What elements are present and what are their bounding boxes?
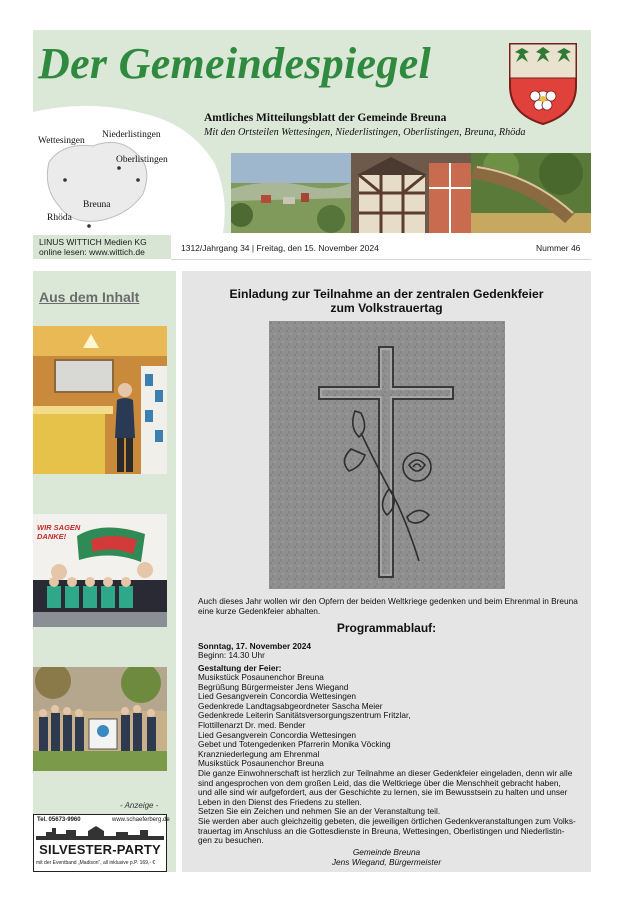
closing-line: gen zu besuchen. — [198, 835, 264, 846]
issue-bar — [171, 235, 591, 260]
main-article — [182, 271, 591, 872]
issue-info: 1312/Jahrgang 34 | Freitag, den 15. November 2024 — [181, 243, 379, 253]
article-title-line1: Einladung zur Teilnahme an der zentralen Gedenkfeier — [229, 287, 544, 301]
closing-line: trauertag im Anschluss an die Gottesdienste in Breuna, Wettesingen, Oberlistingen und Niederlistin- — [198, 825, 565, 836]
map-label-breuna: Breuna — [83, 200, 111, 210]
schedule-heading: Gestaltung der Feier: — [198, 663, 282, 673]
closing-line: Die ganze Einwohnerschaft ist herzlich zur Teilnahme an dieser Gedenkfeier eingeladen, denn wir alle — [198, 768, 573, 778]
schedule-item: Kranzniederlegung am Ehrenmal — [198, 748, 320, 759]
article-title-line2: zum Volkstrauertag — [330, 301, 443, 315]
memorial-cross-image — [269, 321, 505, 589]
ad-skyline-icon — [36, 826, 164, 840]
schedule-item: Lied Gesangverein Concordia Wettesingen — [198, 691, 357, 702]
masthead-title: Der Gemeindespiegel — [38, 39, 432, 88]
masthead-subtitle: Amtliches Mitteilungsblatt der Gemeinde Breuna — [204, 112, 447, 124]
contents-image-group[interactable] — [33, 667, 167, 771]
ad-headline: SILVESTER-PARTY — [39, 842, 161, 857]
ad-website: www.schaeferberg.de — [112, 817, 170, 823]
schedule-item: Musikstück Posaunenchor Breuna — [198, 672, 324, 682]
masthead-photo-strip — [231, 153, 591, 233]
schedule-item: Gedenkrede Leiterin Sanitätsversorgungszentrum Fritzlar, — [198, 710, 411, 721]
advertisement-label: - Anzeige - — [120, 801, 159, 810]
signoff-organization: Gemeinde Breuna — [352, 847, 421, 857]
advertisement-silvester-party[interactable] — [33, 814, 170, 872]
coat-of-arms-icon — [506, 40, 580, 126]
team-image-caption: WIR SAGEN DANKE! — [37, 523, 81, 541]
closing-line: sind angesprochen von dem großen Leid, das die Weltkriege über die Menschheit gebracht haben, — [198, 777, 561, 788]
contents-sidebar — [33, 271, 176, 872]
closing-line: Leben in den Dienst des Friedens zu stellen. — [198, 796, 362, 807]
schedule-item: Lied Gesangverein Concordia Wettesingen — [198, 729, 357, 740]
closing-line: und alle sind wir aufgefordert, aus der Geschichte zu lernen, sie im Bewusstsein zu halten und unser — [198, 787, 568, 798]
event-start: Beginn: 14.30 Uhr — [198, 650, 265, 660]
signoff — [182, 847, 591, 867]
ad-details: mit der Eventband „Madison“, all inklusive p.P. 169,- € — [36, 860, 156, 866]
issue-number: Nummer 46 — [536, 243, 581, 253]
article-title — [182, 287, 591, 315]
map-label-wettesingen: Wettesingen — [38, 136, 85, 146]
contents-image-office[interactable] — [33, 326, 167, 474]
article-intro: Auch dieses Jahr wollen wir den Opfern der beiden Weltkriege gedenken und beim Ehrenmal in Breuna eine kurze Gedenkfeier abhalten. — [198, 596, 578, 616]
closing-line: Sie werden aber auch gleichzeitig gebeten, die jeweiligen örtlichen Gedenkveranstaltungen zum Volks- — [198, 816, 576, 826]
program-heading: Programmablauf: — [336, 621, 437, 635]
event-date: Sonntag, 17. November 2024 — [198, 641, 311, 651]
masthead-subtitle-villages: Mit den Ortsteilen Wettesingen, Niederlistingen, Oberlistingen, Breuna, Rhöda — [204, 127, 526, 138]
schedule-item: Gedenkrede Landtagsabgeordneter Sascha Meier — [198, 700, 383, 711]
signoff-mayor: Jens Wiegand, Bürgermeister — [331, 857, 442, 867]
schedule-item: Musikstück Posaunenchor Breuna — [198, 758, 324, 769]
closing-line: Setzen Sie ein Zeichen und nehmen Sie an der Veranstaltung teil. — [198, 806, 441, 817]
schedule-item: Begrüßung Bürgermeister Jens Wiegand — [198, 681, 349, 692]
online-link[interactable]: online lesen: www.wittich.de — [39, 247, 145, 257]
map-label-oberlistingen: Oberlistingen — [116, 155, 168, 165]
masthead — [33, 30, 591, 233]
map-label-rhoda: Rhöda — [47, 213, 72, 223]
map-label-niederlistingen: Niederlistingen — [102, 130, 161, 140]
ad-phone: Tel. 05673-9960 — [37, 817, 81, 823]
publisher-name: LINUS WITTICH Medien KG — [39, 237, 147, 247]
publisher-bar — [33, 235, 171, 259]
schedule-item: Gebet und Totengedenken Pfarrerin Monika Vöcking — [198, 739, 391, 750]
schedule-item: Flottillenarzt Dr. med. Bender — [198, 720, 306, 730]
contents-title: Aus dem Inhalt — [39, 289, 140, 305]
